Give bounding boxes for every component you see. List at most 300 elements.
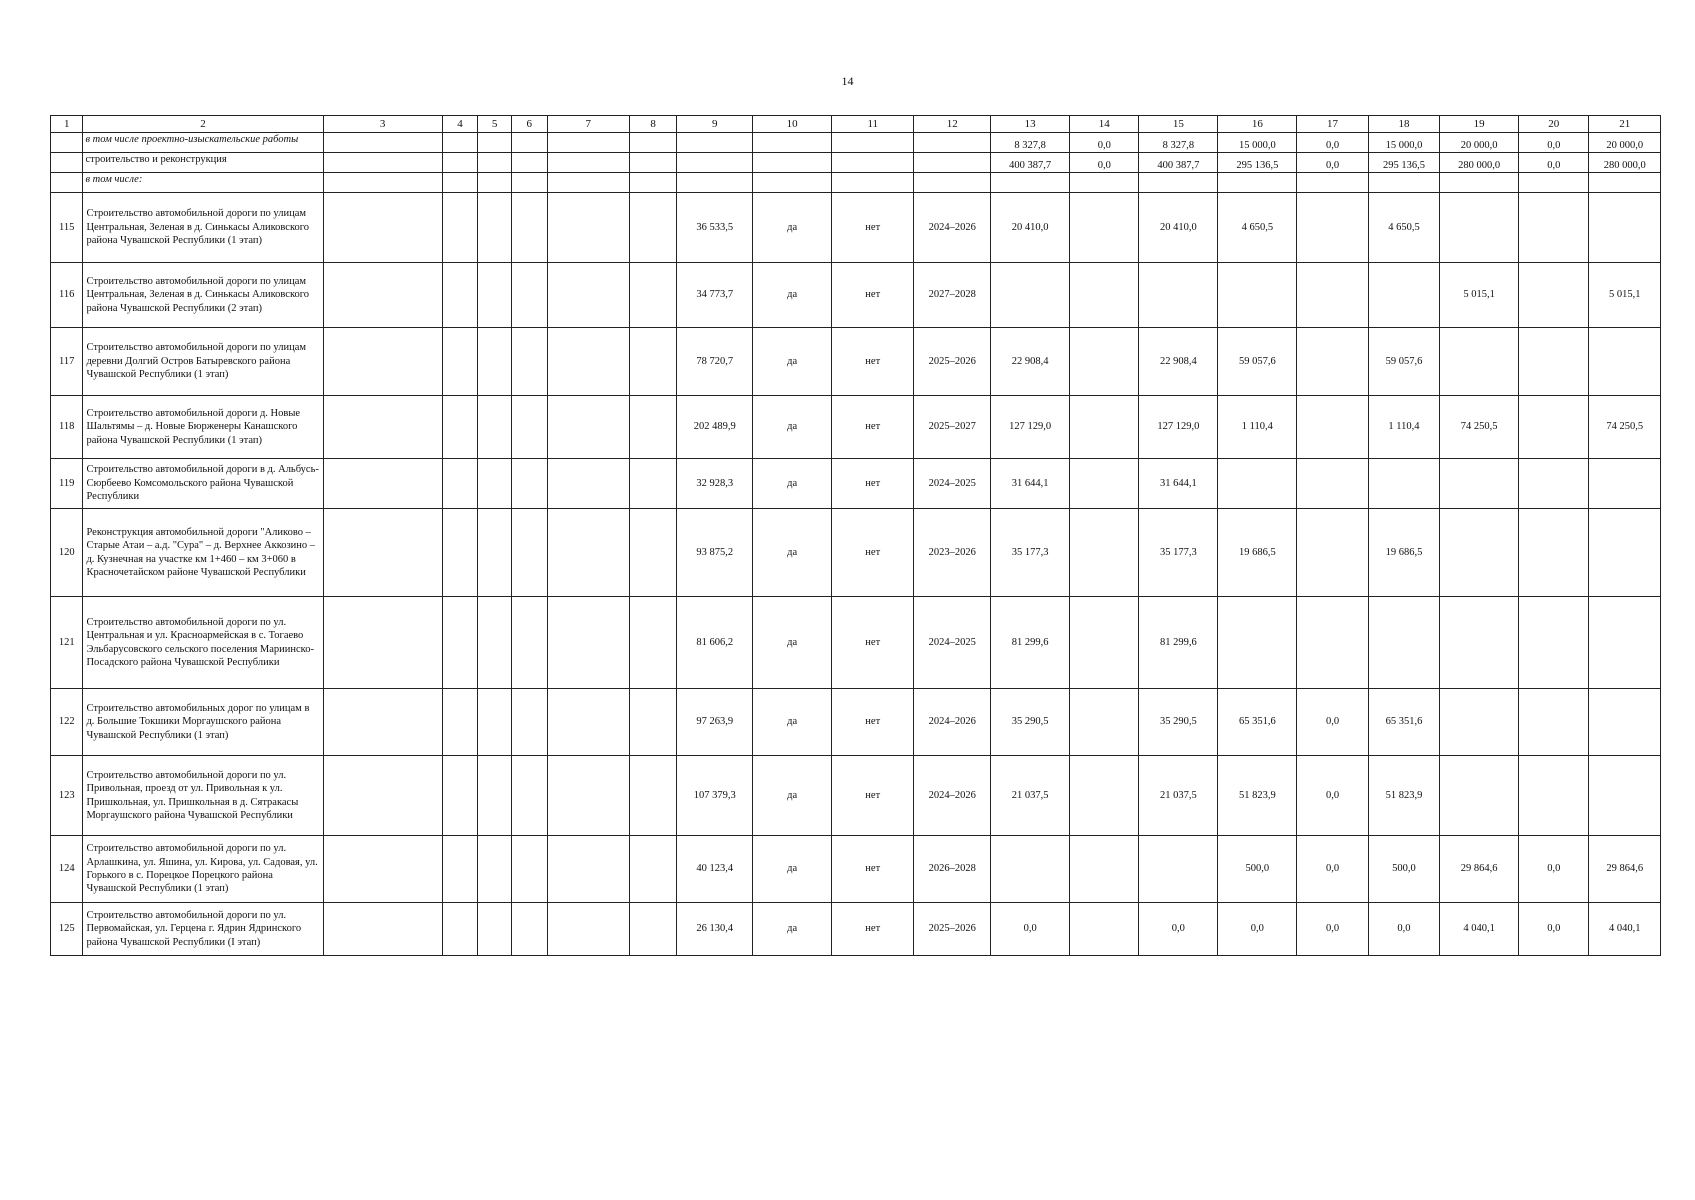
project-name: Строительство автомобильных дорог по улицам в д. Большие Токшики Моргаушского района Чувашской Республики (1 этап) xyxy=(83,689,323,756)
summary-row xyxy=(51,173,1661,193)
value-cell xyxy=(1519,689,1589,756)
row-number: 125 xyxy=(51,903,83,956)
empty-cell xyxy=(629,193,677,263)
empty-cell xyxy=(629,459,677,509)
value-cell xyxy=(1070,459,1139,509)
empty-cell xyxy=(478,133,512,153)
value-cell xyxy=(1297,459,1368,509)
empty-cell xyxy=(323,396,442,459)
empty-cell xyxy=(442,153,478,173)
column-header: 20 xyxy=(1519,116,1589,133)
empty-cell xyxy=(478,153,512,173)
row-number: 118 xyxy=(51,396,83,459)
empty-cell xyxy=(323,263,442,328)
value-cell: 74 250,5 xyxy=(1440,396,1519,459)
empty-cell xyxy=(478,263,512,328)
empty-cell xyxy=(547,459,629,509)
empty-cell xyxy=(677,153,753,173)
empty-cell xyxy=(51,173,83,193)
empty-cell xyxy=(511,903,547,956)
empty-cell xyxy=(511,836,547,903)
project-name: Строительство автомобильной дороги в д. Альбусь-Сюрбеево Комсомольского района Чувашской Республики xyxy=(83,459,323,509)
value-cell: 0,0 xyxy=(1519,836,1589,903)
column-header: 13 xyxy=(991,116,1070,133)
project-name: Строительство автомобильной дороги по улицам Центральная, Зеленая в д. Синькасы Аликовского района Чувашской Республики (2 этап) xyxy=(83,263,323,328)
empty-cell xyxy=(442,133,478,153)
value-cell: 0,0 xyxy=(1297,756,1368,836)
value-cell: 107 379,3 xyxy=(677,756,753,836)
summary-value: 20 000,0 xyxy=(1440,133,1519,153)
summary-value: 8 327,8 xyxy=(991,133,1070,153)
table-row xyxy=(51,459,1661,509)
value-cell xyxy=(1440,509,1519,597)
value-cell xyxy=(1519,509,1589,597)
period-cell: 2027–2028 xyxy=(914,263,991,328)
summary-value: 0,0 xyxy=(1297,153,1368,173)
column-header: 11 xyxy=(832,116,914,133)
flag-cell: нет xyxy=(832,396,914,459)
value-cell xyxy=(1070,903,1139,956)
value-cell: 26 130,4 xyxy=(677,903,753,956)
value-cell: 59 057,6 xyxy=(1218,328,1297,396)
table-row xyxy=(51,756,1661,836)
value-cell: 127 129,0 xyxy=(1139,396,1218,459)
table-row xyxy=(51,597,1661,689)
flag-cell: нет xyxy=(832,597,914,689)
summary-value: 0,0 xyxy=(1297,133,1368,153)
value-cell xyxy=(1070,756,1139,836)
empty-cell xyxy=(547,756,629,836)
value-cell xyxy=(1440,756,1519,836)
value-cell: 51 823,9 xyxy=(1218,756,1297,836)
value-cell: 65 351,6 xyxy=(1218,689,1297,756)
column-header: 10 xyxy=(753,116,832,133)
column-header: 8 xyxy=(629,116,677,133)
value-cell xyxy=(1297,597,1368,689)
value-cell xyxy=(1589,193,1661,263)
empty-cell xyxy=(547,396,629,459)
empty-cell xyxy=(511,263,547,328)
empty-cell xyxy=(547,193,629,263)
period-cell: 2025–2026 xyxy=(914,903,991,956)
flag-cell: да xyxy=(753,689,832,756)
empty-cell xyxy=(547,328,629,396)
project-name: Строительство автомобильной дороги по ул. Центральная и ул. Красноармейская в с. Тогаево Эльбарусовского сельского поселения Мариинско-Посадского района Чувашской Республики xyxy=(83,597,323,689)
value-cell: 500,0 xyxy=(1218,836,1297,903)
value-cell: 0,0 xyxy=(991,903,1070,956)
empty-cell xyxy=(511,396,547,459)
value-cell xyxy=(1297,509,1368,597)
value-cell: 20 410,0 xyxy=(1139,193,1218,263)
value-cell xyxy=(991,836,1070,903)
empty-cell xyxy=(629,173,677,193)
value-cell: 22 908,4 xyxy=(1139,328,1218,396)
empty-cell xyxy=(832,133,914,153)
empty-cell xyxy=(832,173,914,193)
value-cell: 0,0 xyxy=(1139,903,1218,956)
project-name: Строительство автомобильной дороги по ул. Привольная, проезд от ул. Привольная к ул. Пришкольная, ул. Пришкольная в д. Сятракасы Моргаушского района Чувашской Республики xyxy=(83,756,323,836)
project-name: Строительство автомобильной дороги по ул. Первомайская, ул. Герцена г. Ядрин Ядринского района Чувашской Республики (I этап) xyxy=(83,903,323,956)
empty-cell xyxy=(478,396,512,459)
column-header: 7 xyxy=(547,116,629,133)
flag-cell: да xyxy=(753,263,832,328)
empty-cell xyxy=(442,903,478,956)
row-number: 124 xyxy=(51,836,83,903)
column-header: 12 xyxy=(914,116,991,133)
value-cell: 35 290,5 xyxy=(991,689,1070,756)
value-cell: 4 040,1 xyxy=(1440,903,1519,956)
empty-cell xyxy=(547,509,629,597)
column-header: 15 xyxy=(1139,116,1218,133)
table-row xyxy=(51,396,1661,459)
flag-cell: да xyxy=(753,836,832,903)
empty-cell xyxy=(629,509,677,597)
project-name: Строительство автомобильной дороги по улицам деревни Долгий Остров Батыревского района Чувашской Республики (1 этап) xyxy=(83,328,323,396)
value-cell: 81 299,6 xyxy=(1139,597,1218,689)
empty-cell xyxy=(323,597,442,689)
value-cell: 4 650,5 xyxy=(1218,193,1297,263)
table-row xyxy=(51,193,1661,263)
period-cell: 2025–2027 xyxy=(914,396,991,459)
empty-cell xyxy=(511,328,547,396)
value-cell: 0,0 xyxy=(1368,903,1439,956)
value-cell xyxy=(1139,263,1218,328)
empty-cell xyxy=(323,903,442,956)
value-cell xyxy=(1519,597,1589,689)
value-cell xyxy=(1589,756,1661,836)
empty-cell xyxy=(442,263,478,328)
summary-value: 0,0 xyxy=(1519,153,1589,173)
flag-cell: нет xyxy=(832,459,914,509)
empty-cell xyxy=(478,597,512,689)
empty-cell xyxy=(629,756,677,836)
empty-cell xyxy=(323,133,442,153)
value-cell: 29 864,6 xyxy=(1589,836,1661,903)
period-cell: 2024–2026 xyxy=(914,193,991,263)
value-cell: 29 864,6 xyxy=(1440,836,1519,903)
value-cell: 51 823,9 xyxy=(1368,756,1439,836)
value-cell: 22 908,4 xyxy=(991,328,1070,396)
value-cell: 4 650,5 xyxy=(1368,193,1439,263)
summary-value: 0,0 xyxy=(1070,153,1139,173)
column-header: 6 xyxy=(511,116,547,133)
period-cell: 2025–2026 xyxy=(914,328,991,396)
summary-value: 295 136,5 xyxy=(1218,153,1297,173)
period-cell: 2024–2025 xyxy=(914,597,991,689)
period-cell: 2024–2025 xyxy=(914,459,991,509)
empty-cell xyxy=(478,756,512,836)
summary-label: в том числе: xyxy=(83,173,323,193)
empty-cell xyxy=(547,836,629,903)
empty-cell xyxy=(442,173,478,193)
value-cell: 1 110,4 xyxy=(1218,396,1297,459)
column-header: 2 xyxy=(83,116,323,133)
flag-cell: да xyxy=(753,459,832,509)
column-header: 14 xyxy=(1070,116,1139,133)
value-cell: 500,0 xyxy=(1368,836,1439,903)
value-cell: 1 110,4 xyxy=(1368,396,1439,459)
empty-cell xyxy=(478,173,512,193)
empty-cell xyxy=(547,689,629,756)
summary-value: 0,0 xyxy=(1519,133,1589,153)
column-header: 5 xyxy=(478,116,512,133)
value-cell xyxy=(1440,328,1519,396)
value-cell xyxy=(1440,193,1519,263)
value-cell: 59 057,6 xyxy=(1368,328,1439,396)
empty-cell xyxy=(442,193,478,263)
summary-label: строительство и реконструкция xyxy=(83,153,323,173)
budget-table xyxy=(50,115,1661,956)
summary-value: 8 327,8 xyxy=(1139,133,1218,153)
value-cell: 5 015,1 xyxy=(1440,263,1519,328)
empty-cell xyxy=(511,597,547,689)
value-cell xyxy=(1070,263,1139,328)
column-header: 1 xyxy=(51,116,83,133)
summary-value: 20 000,0 xyxy=(1589,133,1661,153)
empty-cell xyxy=(442,836,478,903)
value-cell xyxy=(1519,459,1589,509)
row-number: 123 xyxy=(51,756,83,836)
value-cell xyxy=(1368,263,1439,328)
row-number: 120 xyxy=(51,509,83,597)
value-cell: 19 686,5 xyxy=(1368,509,1439,597)
empty-cell xyxy=(832,153,914,173)
value-cell: 31 644,1 xyxy=(991,459,1070,509)
value-cell: 81 606,2 xyxy=(677,597,753,689)
value-cell xyxy=(1519,263,1589,328)
value-cell: 32 928,3 xyxy=(677,459,753,509)
value-cell xyxy=(1440,689,1519,756)
row-number: 117 xyxy=(51,328,83,396)
empty-cell xyxy=(629,133,677,153)
value-cell: 0,0 xyxy=(1519,903,1589,956)
empty-cell xyxy=(629,597,677,689)
value-cell xyxy=(1297,396,1368,459)
value-cell xyxy=(1070,193,1139,263)
empty-cell xyxy=(629,689,677,756)
empty-cell xyxy=(547,903,629,956)
empty-cell xyxy=(323,756,442,836)
column-header: 19 xyxy=(1440,116,1519,133)
value-cell: 0,0 xyxy=(1297,689,1368,756)
table-row xyxy=(51,836,1661,903)
value-cell: 36 533,5 xyxy=(677,193,753,263)
empty-cell xyxy=(511,689,547,756)
summary-value xyxy=(1519,173,1589,193)
value-cell xyxy=(1070,328,1139,396)
period-cell: 2024–2026 xyxy=(914,756,991,836)
value-cell xyxy=(1368,459,1439,509)
summary-value: 15 000,0 xyxy=(1218,133,1297,153)
value-cell xyxy=(1589,597,1661,689)
empty-cell xyxy=(629,153,677,173)
summary-value xyxy=(1297,173,1368,193)
flag-cell: да xyxy=(753,193,832,263)
flag-cell: да xyxy=(753,756,832,836)
flag-cell: да xyxy=(753,328,832,396)
flag-cell: да xyxy=(753,396,832,459)
empty-cell xyxy=(511,509,547,597)
flag-cell: нет xyxy=(832,689,914,756)
column-header: 4 xyxy=(442,116,478,133)
value-cell xyxy=(1440,597,1519,689)
value-cell xyxy=(1519,396,1589,459)
empty-cell xyxy=(511,173,547,193)
empty-cell xyxy=(511,459,547,509)
row-number: 115 xyxy=(51,193,83,263)
empty-cell xyxy=(478,903,512,956)
empty-cell xyxy=(914,173,991,193)
empty-cell xyxy=(323,509,442,597)
summary-row xyxy=(51,153,1661,173)
period-cell: 2023–2026 xyxy=(914,509,991,597)
summary-value xyxy=(1589,173,1661,193)
summary-row xyxy=(51,133,1661,153)
flag-cell: нет xyxy=(832,263,914,328)
value-cell: 0,0 xyxy=(1218,903,1297,956)
empty-cell xyxy=(547,263,629,328)
empty-cell xyxy=(629,903,677,956)
summary-value: 280 000,0 xyxy=(1589,153,1661,173)
summary-value: 280 000,0 xyxy=(1440,153,1519,173)
value-cell: 35 290,5 xyxy=(1139,689,1218,756)
header-row xyxy=(51,116,1661,133)
table-row xyxy=(51,328,1661,396)
value-cell: 0,0 xyxy=(1297,836,1368,903)
row-number: 121 xyxy=(51,597,83,689)
value-cell: 65 351,6 xyxy=(1368,689,1439,756)
value-cell: 40 123,4 xyxy=(677,836,753,903)
empty-cell xyxy=(629,836,677,903)
empty-cell xyxy=(51,153,83,173)
value-cell: 127 129,0 xyxy=(991,396,1070,459)
summary-value: 295 136,5 xyxy=(1368,153,1439,173)
empty-cell xyxy=(914,153,991,173)
value-cell: 20 410,0 xyxy=(991,193,1070,263)
empty-cell xyxy=(478,193,512,263)
empty-cell xyxy=(547,153,629,173)
summary-value: 400 387,7 xyxy=(991,153,1070,173)
value-cell xyxy=(1070,597,1139,689)
summary-value: 15 000,0 xyxy=(1368,133,1439,153)
value-cell xyxy=(1519,193,1589,263)
value-cell xyxy=(1589,328,1661,396)
value-cell: 0,0 xyxy=(1297,903,1368,956)
empty-cell xyxy=(442,756,478,836)
flag-cell: нет xyxy=(832,328,914,396)
value-cell: 35 177,3 xyxy=(1139,509,1218,597)
flag-cell: да xyxy=(753,597,832,689)
empty-cell xyxy=(478,459,512,509)
empty-cell xyxy=(511,193,547,263)
value-cell xyxy=(1589,459,1661,509)
value-cell: 74 250,5 xyxy=(1589,396,1661,459)
value-cell xyxy=(1139,836,1218,903)
value-cell: 202 489,9 xyxy=(677,396,753,459)
summary-value xyxy=(1139,173,1218,193)
column-header: 17 xyxy=(1297,116,1368,133)
row-number: 116 xyxy=(51,263,83,328)
empty-cell xyxy=(478,328,512,396)
value-cell: 81 299,6 xyxy=(991,597,1070,689)
project-name: Строительство автомобильной дороги по ул. Арлашкина, ул. Яшина, ул. Кирова, ул. Садовая, ул. Горького в с. Порецкое Порецкого района Чувашской Республики (1 этап) xyxy=(83,836,323,903)
empty-cell xyxy=(753,153,832,173)
empty-cell xyxy=(677,173,753,193)
value-cell xyxy=(1218,597,1297,689)
value-cell xyxy=(1070,396,1139,459)
empty-cell xyxy=(478,836,512,903)
empty-cell xyxy=(629,263,677,328)
value-cell xyxy=(1218,459,1297,509)
empty-cell xyxy=(547,597,629,689)
summary-value: 0,0 xyxy=(1070,133,1139,153)
value-cell: 97 263,9 xyxy=(677,689,753,756)
flag-cell: да xyxy=(753,509,832,597)
flag-cell: нет xyxy=(832,193,914,263)
flag-cell: нет xyxy=(832,509,914,597)
empty-cell xyxy=(442,396,478,459)
value-cell: 5 015,1 xyxy=(1589,263,1661,328)
summary-value xyxy=(991,173,1070,193)
empty-cell xyxy=(323,459,442,509)
value-cell xyxy=(1297,328,1368,396)
empty-cell xyxy=(547,173,629,193)
value-cell xyxy=(1297,193,1368,263)
period-cell: 2026–2028 xyxy=(914,836,991,903)
value-cell xyxy=(1297,263,1368,328)
empty-cell xyxy=(323,328,442,396)
empty-cell xyxy=(511,153,547,173)
value-cell: 93 875,2 xyxy=(677,509,753,597)
empty-cell xyxy=(51,133,83,153)
value-cell xyxy=(1589,689,1661,756)
empty-cell xyxy=(442,689,478,756)
empty-cell xyxy=(511,756,547,836)
value-cell: 35 177,3 xyxy=(991,509,1070,597)
empty-cell xyxy=(753,133,832,153)
empty-cell xyxy=(478,689,512,756)
summary-value xyxy=(1368,173,1439,193)
empty-cell xyxy=(914,133,991,153)
value-cell xyxy=(1070,836,1139,903)
value-cell xyxy=(1070,509,1139,597)
empty-cell xyxy=(442,328,478,396)
flag-cell: нет xyxy=(832,903,914,956)
empty-cell xyxy=(323,153,442,173)
empty-cell xyxy=(629,396,677,459)
value-cell xyxy=(1519,756,1589,836)
value-cell xyxy=(1440,459,1519,509)
value-cell: 19 686,5 xyxy=(1218,509,1297,597)
empty-cell xyxy=(547,133,629,153)
empty-cell xyxy=(629,328,677,396)
column-header: 9 xyxy=(677,116,753,133)
page-number: 14 xyxy=(841,74,854,88)
empty-cell xyxy=(442,459,478,509)
value-cell: 78 720,7 xyxy=(677,328,753,396)
value-cell: 31 644,1 xyxy=(1139,459,1218,509)
empty-cell xyxy=(677,133,753,153)
table-row xyxy=(51,903,1661,956)
value-cell xyxy=(1368,597,1439,689)
empty-cell xyxy=(511,133,547,153)
value-cell: 34 773,7 xyxy=(677,263,753,328)
project-name: Реконструкция автомобильной дороги "Аликово – Старые Атаи – а.д. "Сура" – д. Верхнее Аккозино – д. Кузнечная на участке км 1+460 – км 3+060 в Красночетайском районе Чувашской Республики xyxy=(83,509,323,597)
value-cell xyxy=(1519,328,1589,396)
value-cell: 21 037,5 xyxy=(991,756,1070,836)
summary-label: в том числе проектно-изыскательские работы xyxy=(83,133,323,153)
period-cell: 2024–2026 xyxy=(914,689,991,756)
